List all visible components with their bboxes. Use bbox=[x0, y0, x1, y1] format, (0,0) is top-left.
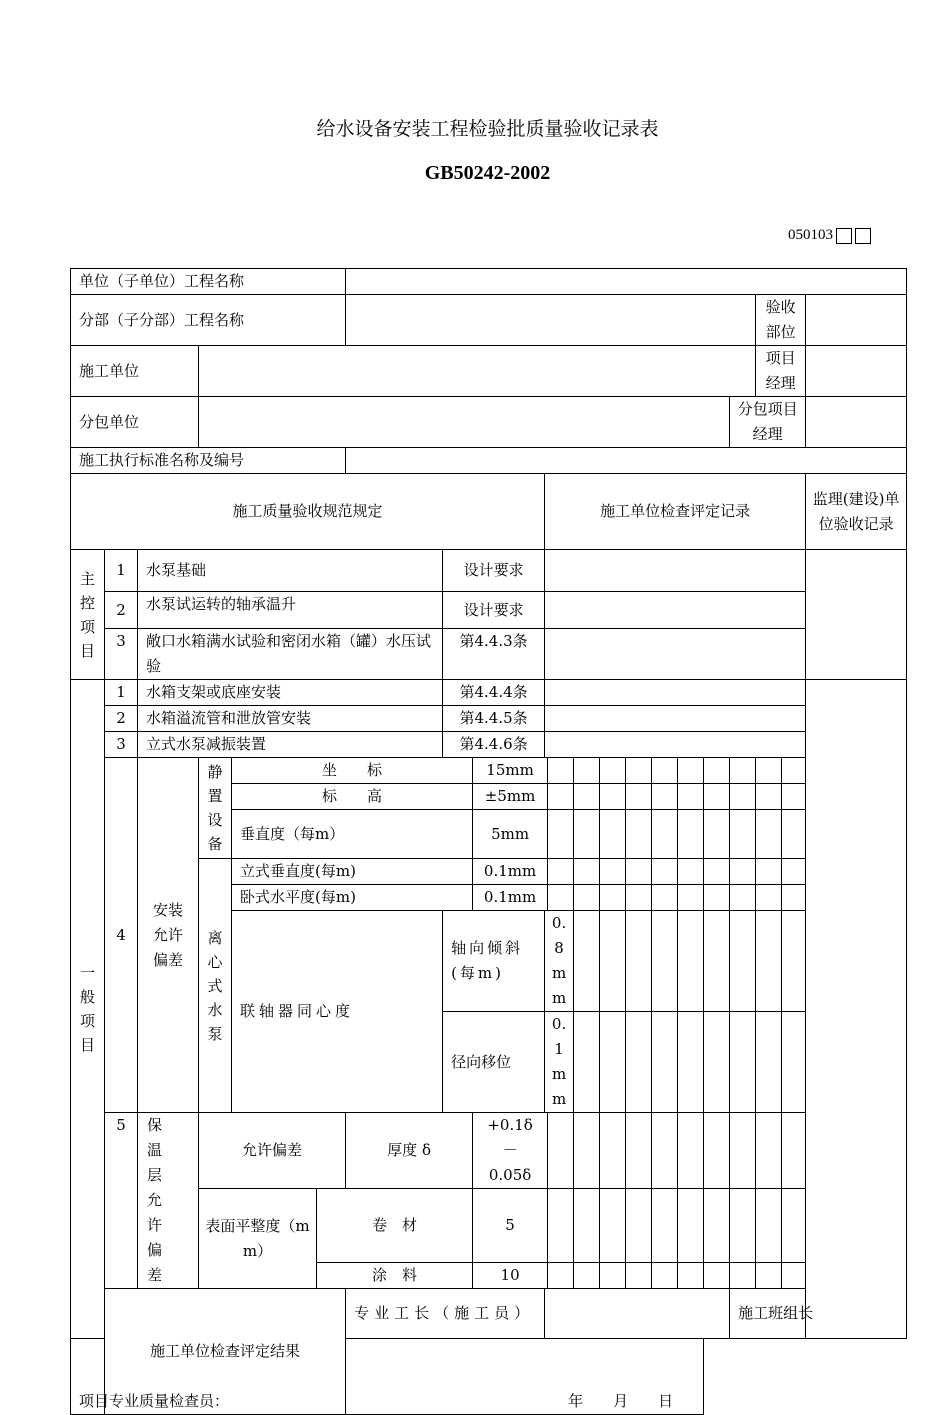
thickness-value-lower: 0.05δ bbox=[488, 1166, 532, 1184]
coordinate-label: 坐 标 bbox=[232, 758, 473, 784]
coord-check-cell[interactable] bbox=[704, 758, 730, 784]
general-item-2-record[interactable] bbox=[545, 706, 806, 732]
roll-material-label: 卷 材 bbox=[317, 1189, 473, 1263]
vpump-check-cell[interactable] bbox=[730, 859, 756, 885]
insulation-tolerance-label: 保温层允许偏差 bbox=[138, 1113, 199, 1289]
radial-check-cell[interactable] bbox=[730, 1012, 756, 1113]
axial-check-cell[interactable] bbox=[730, 911, 756, 1012]
verticality-value: 5mm bbox=[473, 810, 548, 859]
coord-check-cell[interactable] bbox=[678, 758, 704, 784]
axial-check-cell[interactable] bbox=[600, 911, 626, 1012]
main-item-3-no: 3 bbox=[105, 629, 138, 680]
vert-check-cell[interactable] bbox=[756, 810, 782, 859]
thick-check-cell[interactable] bbox=[574, 1113, 600, 1189]
general-items-label: 一般项目 bbox=[71, 680, 105, 1339]
standard-name-value[interactable] bbox=[346, 448, 907, 474]
thick-check-cell[interactable] bbox=[600, 1113, 626, 1189]
code-box-2[interactable] bbox=[855, 228, 871, 244]
roll-check-cell[interactable] bbox=[730, 1189, 756, 1263]
vert-check-cell[interactable] bbox=[704, 810, 730, 859]
elev-check-cell[interactable] bbox=[756, 784, 782, 810]
hpump-check-cell[interactable] bbox=[704, 885, 730, 911]
coord-check-cell[interactable] bbox=[600, 758, 626, 784]
thickness-value bbox=[473, 1113, 548, 1189]
general-item-1-no: 1 bbox=[105, 680, 138, 706]
elev-check-cell[interactable] bbox=[678, 784, 704, 810]
main-item-3-req: 第4.4.3条 bbox=[443, 629, 545, 680]
coat-check-cell[interactable] bbox=[600, 1263, 626, 1289]
main-item-1-req: 设计要求 bbox=[443, 550, 545, 592]
hpump-check-cell[interactable] bbox=[730, 885, 756, 911]
hpump-check-cell[interactable] bbox=[652, 885, 678, 911]
general-item-2-req: 第4.4.5条 bbox=[443, 706, 545, 732]
hpump-check-cell[interactable] bbox=[600, 885, 626, 911]
coupling-concentricity-label: 联轴器同心度 bbox=[232, 911, 443, 1113]
hpump-check-cell[interactable] bbox=[782, 885, 806, 911]
axial-tilt-value: 0.8mm bbox=[545, 911, 574, 1012]
centrifugal-pump-label: 离心式水泵 bbox=[199, 859, 232, 1113]
coord-check-cell[interactable] bbox=[730, 758, 756, 784]
radial-check-cell[interactable] bbox=[704, 1012, 730, 1113]
coat-check-cell[interactable] bbox=[730, 1263, 756, 1289]
main-item-1-record[interactable] bbox=[545, 550, 806, 592]
subcontractor-label: 分包单位 bbox=[71, 397, 199, 448]
coord-check-cell[interactable] bbox=[756, 758, 782, 784]
coord-check-cell[interactable] bbox=[652, 758, 678, 784]
coord-check-cell[interactable] bbox=[626, 758, 652, 784]
main-item-3-name: 敞口水箱满水试验和密闭水箱（罐）水压试验 bbox=[138, 629, 443, 680]
roll-check-cell[interactable] bbox=[782, 1189, 806, 1263]
roll-check-cell[interactable] bbox=[626, 1189, 652, 1263]
vpump-check-cell[interactable] bbox=[756, 859, 782, 885]
install-tolerance-label: 安装允许偏差 bbox=[138, 758, 199, 1113]
general-item-1-req: 第4.4.4条 bbox=[443, 680, 545, 706]
axial-check-cell[interactable] bbox=[678, 911, 704, 1012]
axial-tilt-label: 轴向倾斜(每m) bbox=[443, 911, 545, 1012]
inspection-part-value[interactable] bbox=[806, 295, 907, 346]
standard-number: GB50242-2002 bbox=[424, 162, 551, 184]
radial-check-cell[interactable] bbox=[574, 1012, 600, 1113]
spec-header: 施工质量验收规范规定 bbox=[71, 474, 545, 550]
standard-name-label: 施工执行标准名称及编号 bbox=[71, 448, 346, 474]
subsection-label: 分部（子分部）工程名称 bbox=[71, 295, 346, 346]
horizontal-pump-label: 卧式水平度(每m) bbox=[232, 885, 473, 911]
general-item-3-no: 3 bbox=[105, 732, 138, 758]
hpump-check-cell[interactable] bbox=[678, 885, 704, 911]
vert-check-cell[interactable] bbox=[600, 810, 626, 859]
elevation-value: ±5mm bbox=[473, 784, 548, 810]
general-items-supervisor[interactable] bbox=[806, 680, 907, 1339]
radial-shift-label: 径向移位 bbox=[443, 1012, 545, 1113]
radial-check-cell[interactable] bbox=[782, 1012, 806, 1113]
vpump-check-cell[interactable] bbox=[652, 859, 678, 885]
contractor-label: 施工单位 bbox=[71, 346, 199, 397]
radial-shift-value: 0.1mm bbox=[545, 1012, 574, 1113]
project-manager-value[interactable] bbox=[806, 346, 907, 397]
roll-check-cell[interactable] bbox=[678, 1189, 704, 1263]
foreman-signature[interactable] bbox=[545, 1289, 730, 1339]
elev-check-cell[interactable] bbox=[782, 784, 806, 810]
project-manager-label: 项目经理 bbox=[756, 346, 806, 397]
roll-check-cell[interactable] bbox=[756, 1189, 782, 1263]
contractor-record-header: 施工单位检查评定记录 bbox=[545, 474, 806, 550]
elev-check-cell[interactable] bbox=[600, 784, 626, 810]
team-leader-label: 施工班组长 bbox=[730, 1289, 907, 1339]
main-item-2-req: 设计要求 bbox=[443, 592, 545, 629]
thick-check-cell[interactable] bbox=[782, 1113, 806, 1189]
main-item-1-no: 1 bbox=[105, 550, 138, 592]
coat-check-cell[interactable] bbox=[678, 1263, 704, 1289]
roll-check-cell[interactable] bbox=[548, 1189, 574, 1263]
coating-value: 10 bbox=[473, 1263, 548, 1289]
static-equipment-label: 静置设备 bbox=[199, 758, 232, 859]
vpump-check-cell[interactable] bbox=[678, 859, 704, 885]
form-title: 给水设备安装工程检验批质量验收记录表 bbox=[316, 118, 659, 140]
thick-check-cell[interactable] bbox=[678, 1113, 704, 1189]
general-item-2-name: 水箱溢流管和泄放管安装 bbox=[138, 706, 443, 732]
axial-check-cell[interactable] bbox=[782, 911, 806, 1012]
coord-check-cell[interactable] bbox=[548, 758, 574, 784]
vert-check-cell[interactable] bbox=[782, 810, 806, 859]
thick-check-cell[interactable] bbox=[704, 1113, 730, 1189]
vert-check-cell[interactable] bbox=[730, 810, 756, 859]
sub-project-manager-value[interactable] bbox=[806, 397, 907, 448]
general-item-3-record[interactable] bbox=[545, 732, 806, 758]
vert-check-cell[interactable] bbox=[574, 810, 600, 859]
main-item-1-name: 水泵基础 bbox=[138, 550, 443, 592]
main-item-2-no: 2 bbox=[105, 592, 138, 629]
form-code-number: 050103 bbox=[788, 227, 833, 243]
general-item-1-name: 水箱支架或底座安装 bbox=[138, 680, 443, 706]
roll-check-cell[interactable] bbox=[574, 1189, 600, 1263]
general-item-2-no: 2 bbox=[105, 706, 138, 732]
vertical-pump-value: 0.1mm bbox=[473, 859, 548, 885]
general-item-3-name: 立式水泵减振装置 bbox=[138, 732, 443, 758]
axial-check-cell[interactable] bbox=[626, 911, 652, 1012]
vpump-check-cell[interactable] bbox=[704, 859, 730, 885]
vert-check-cell[interactable] bbox=[678, 810, 704, 859]
thickness-value-dash: － bbox=[502, 1141, 518, 1159]
roll-check-cell[interactable] bbox=[600, 1189, 626, 1263]
vert-check-cell[interactable] bbox=[652, 810, 678, 859]
coating-label: 涂 料 bbox=[317, 1263, 473, 1289]
hpump-check-cell[interactable] bbox=[548, 885, 574, 911]
subcontractor-value[interactable] bbox=[199, 397, 730, 448]
verticality-label: 垂直度（每m） bbox=[232, 810, 473, 859]
radial-check-cell[interactable] bbox=[678, 1012, 704, 1113]
roll-material-value: 5 bbox=[473, 1189, 548, 1263]
sub-project-manager-label: 分包项目经理 bbox=[730, 397, 806, 448]
coat-check-cell[interactable] bbox=[574, 1263, 600, 1289]
form-code bbox=[788, 227, 871, 244]
subsection-value[interactable] bbox=[346, 295, 756, 346]
elev-check-cell[interactable] bbox=[730, 784, 756, 810]
axial-check-cell[interactable] bbox=[652, 911, 678, 1012]
coordinate-value: 15mm bbox=[473, 758, 548, 784]
thick-check-cell[interactable] bbox=[652, 1113, 678, 1189]
vpump-check-cell[interactable] bbox=[782, 859, 806, 885]
surface-flatness-label: 表面平整度（mm） bbox=[199, 1189, 317, 1289]
hpump-check-cell[interactable] bbox=[626, 885, 652, 911]
hpump-check-cell[interactable] bbox=[574, 885, 600, 911]
elev-check-cell[interactable] bbox=[652, 784, 678, 810]
general-item-1-record[interactable] bbox=[545, 680, 806, 706]
hpump-check-cell[interactable] bbox=[756, 885, 782, 911]
contractor-value[interactable] bbox=[199, 346, 756, 397]
thickness-label: 厚度 δ bbox=[346, 1113, 473, 1189]
axial-check-cell[interactable] bbox=[756, 911, 782, 1012]
axial-check-cell[interactable] bbox=[704, 911, 730, 1012]
inspector-label: 项目专业质量检查员： bbox=[79, 1392, 230, 1410]
horizontal-pump-value: 0.1mm bbox=[473, 885, 548, 911]
unit-project-value[interactable] bbox=[346, 269, 907, 295]
elev-check-cell[interactable] bbox=[548, 784, 574, 810]
radial-check-cell[interactable] bbox=[626, 1012, 652, 1113]
thick-check-cell[interactable] bbox=[730, 1113, 756, 1189]
main-item-3-record[interactable] bbox=[545, 629, 806, 680]
elev-check-cell[interactable] bbox=[626, 784, 652, 810]
coat-check-cell[interactable] bbox=[548, 1263, 574, 1289]
foreman-label: 专业工长（施工员） bbox=[346, 1289, 545, 1339]
coat-check-cell[interactable] bbox=[626, 1263, 652, 1289]
radial-check-cell[interactable] bbox=[600, 1012, 626, 1113]
unit-project-label: 单位（子单位）工程名称 bbox=[71, 269, 346, 295]
coat-check-cell[interactable] bbox=[782, 1263, 806, 1289]
vert-check-cell[interactable] bbox=[548, 810, 574, 859]
date-label: 年 月 日 bbox=[568, 1392, 674, 1410]
coord-check-cell[interactable] bbox=[782, 758, 806, 784]
vert-check-cell[interactable] bbox=[626, 810, 652, 859]
main-items-supervisor[interactable] bbox=[806, 550, 907, 680]
elev-check-cell[interactable] bbox=[704, 784, 730, 810]
coat-check-cell[interactable] bbox=[704, 1263, 730, 1289]
vpump-check-cell[interactable] bbox=[626, 859, 652, 885]
thick-check-cell[interactable] bbox=[626, 1113, 652, 1189]
radial-check-cell[interactable] bbox=[652, 1012, 678, 1113]
thick-check-cell[interactable] bbox=[548, 1113, 574, 1189]
elevation-label: 标 高 bbox=[232, 784, 473, 810]
main-item-2-name: 水泵试运转的轴承温升 bbox=[138, 592, 443, 629]
general-item-5-no: 5 bbox=[105, 1113, 138, 1289]
general-item-3-req: 第4.4.6条 bbox=[443, 732, 545, 758]
vpump-check-cell[interactable] bbox=[600, 859, 626, 885]
axial-check-cell[interactable] bbox=[574, 911, 600, 1012]
elev-check-cell[interactable] bbox=[574, 784, 600, 810]
vpump-check-cell[interactable] bbox=[574, 859, 600, 885]
general-item-4-no: 4 bbox=[105, 758, 138, 1113]
main-items-label: 主控项目 bbox=[71, 550, 105, 680]
coord-check-cell[interactable] bbox=[574, 758, 600, 784]
coat-check-cell[interactable] bbox=[652, 1263, 678, 1289]
vertical-pump-label: 立式垂直度(每m) bbox=[232, 859, 473, 885]
code-box-1[interactable] bbox=[836, 228, 852, 244]
inspector-row bbox=[79, 1388, 695, 1414]
supervisor-record-header: 监理(建设)单位验收记录 bbox=[806, 474, 907, 550]
radial-check-cell[interactable] bbox=[756, 1012, 782, 1113]
thick-check-cell[interactable] bbox=[756, 1113, 782, 1189]
main-item-2-record[interactable] bbox=[545, 592, 806, 629]
roll-check-cell[interactable] bbox=[652, 1189, 678, 1263]
allowed-deviation-label: 允许偏差 bbox=[199, 1113, 346, 1189]
inspection-part-label: 验收部位 bbox=[756, 295, 806, 346]
vpump-check-cell[interactable] bbox=[548, 859, 574, 885]
inspector-signature-area[interactable] bbox=[71, 1339, 704, 1415]
thickness-value-upper: +0.1δ bbox=[487, 1116, 533, 1134]
inspection-form-table bbox=[70, 268, 907, 1415]
coat-check-cell[interactable] bbox=[756, 1263, 782, 1289]
roll-check-cell[interactable] bbox=[704, 1189, 730, 1263]
result-label: 施工单位检查评定结果 bbox=[105, 1289, 346, 1415]
